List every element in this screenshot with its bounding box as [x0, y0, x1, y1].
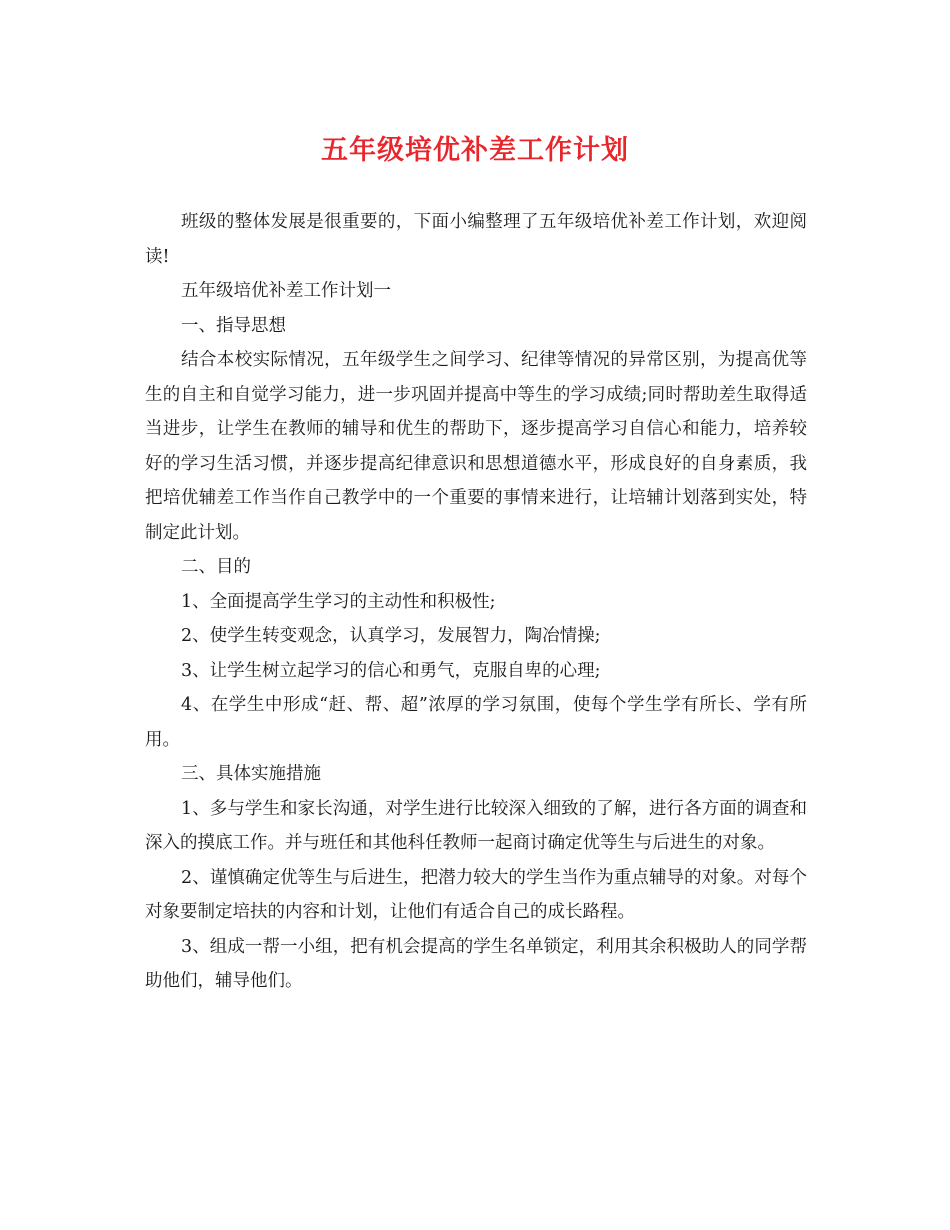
guiding-thought-paragraph: 结合本校实际情况，五年级学生之间学习、纪律等情况的异常区别，为提高优等生的自主和自觉学习能力，进一步巩固并提高中等生的学习成绩;同时帮助差生取得适当进步，让学生在教师的辅导和优生的帮助下，逐步提高学习自信心和能力，培养较好的学习生活习惯，并逐步提高纪律意识和思想道德水平，形成良好的自身素质，我把培优辅差工作当作自己教学中的一个重要的事情来进行，让培辅计划落到实处，特制定此计划。: [145, 350, 807, 543]
document-title: 五年级培优补差工作计划: [321, 135, 629, 166]
section-heading-measures: 三、具体实施措施: [181, 764, 321, 784]
measure-item: 3、组成一帮一小组，把有机会提高的学生名单锁定，利用其余积极助人的同学帮助他们，辅导他们。: [145, 936, 807, 991]
purpose-item: 3、让学生树立起学习的信心和勇气，克服自卑的心理;: [181, 660, 601, 681]
document-body: [145, 205, 807, 999]
section-heading-plan-one: 五年级培优补差工作计划一: [181, 281, 391, 301]
section-heading-purpose: 二、目的: [181, 557, 251, 577]
purpose-item: 4、在学生中形成“赶、帮、超”浓厚的学习氛围，使每个学生学有所长、学有所用。: [145, 695, 807, 750]
measure-item: 2、谨慎确定优等生与后进生，把潜力较大的学生当作为重点辅导的对象。对每个对象要制定培扶的内容和计划，让他们有适合自己的成长路程。: [145, 867, 807, 922]
purpose-item: 2、使学生转变观念，认真学习，发展智力，陶冶情操;: [181, 626, 601, 646]
section-heading-guiding-thought: 一、指导思想: [181, 315, 286, 336]
purpose-item: 1、全面提高学生学习的主动性和积极性;: [181, 591, 496, 612]
intro-paragraph: 班级的整体发展是很重要的，下面小编整理了五年级培优补差工作计划，欢迎阅读!: [145, 212, 807, 267]
measure-item: 1、多与学生和家长沟通，对学生进行比较深入细致的了解，进行各方面的调查和深入的摸底工作。并与班任和其他科任教师一起商讨确定优等生与后进生的对象。: [145, 798, 807, 853]
